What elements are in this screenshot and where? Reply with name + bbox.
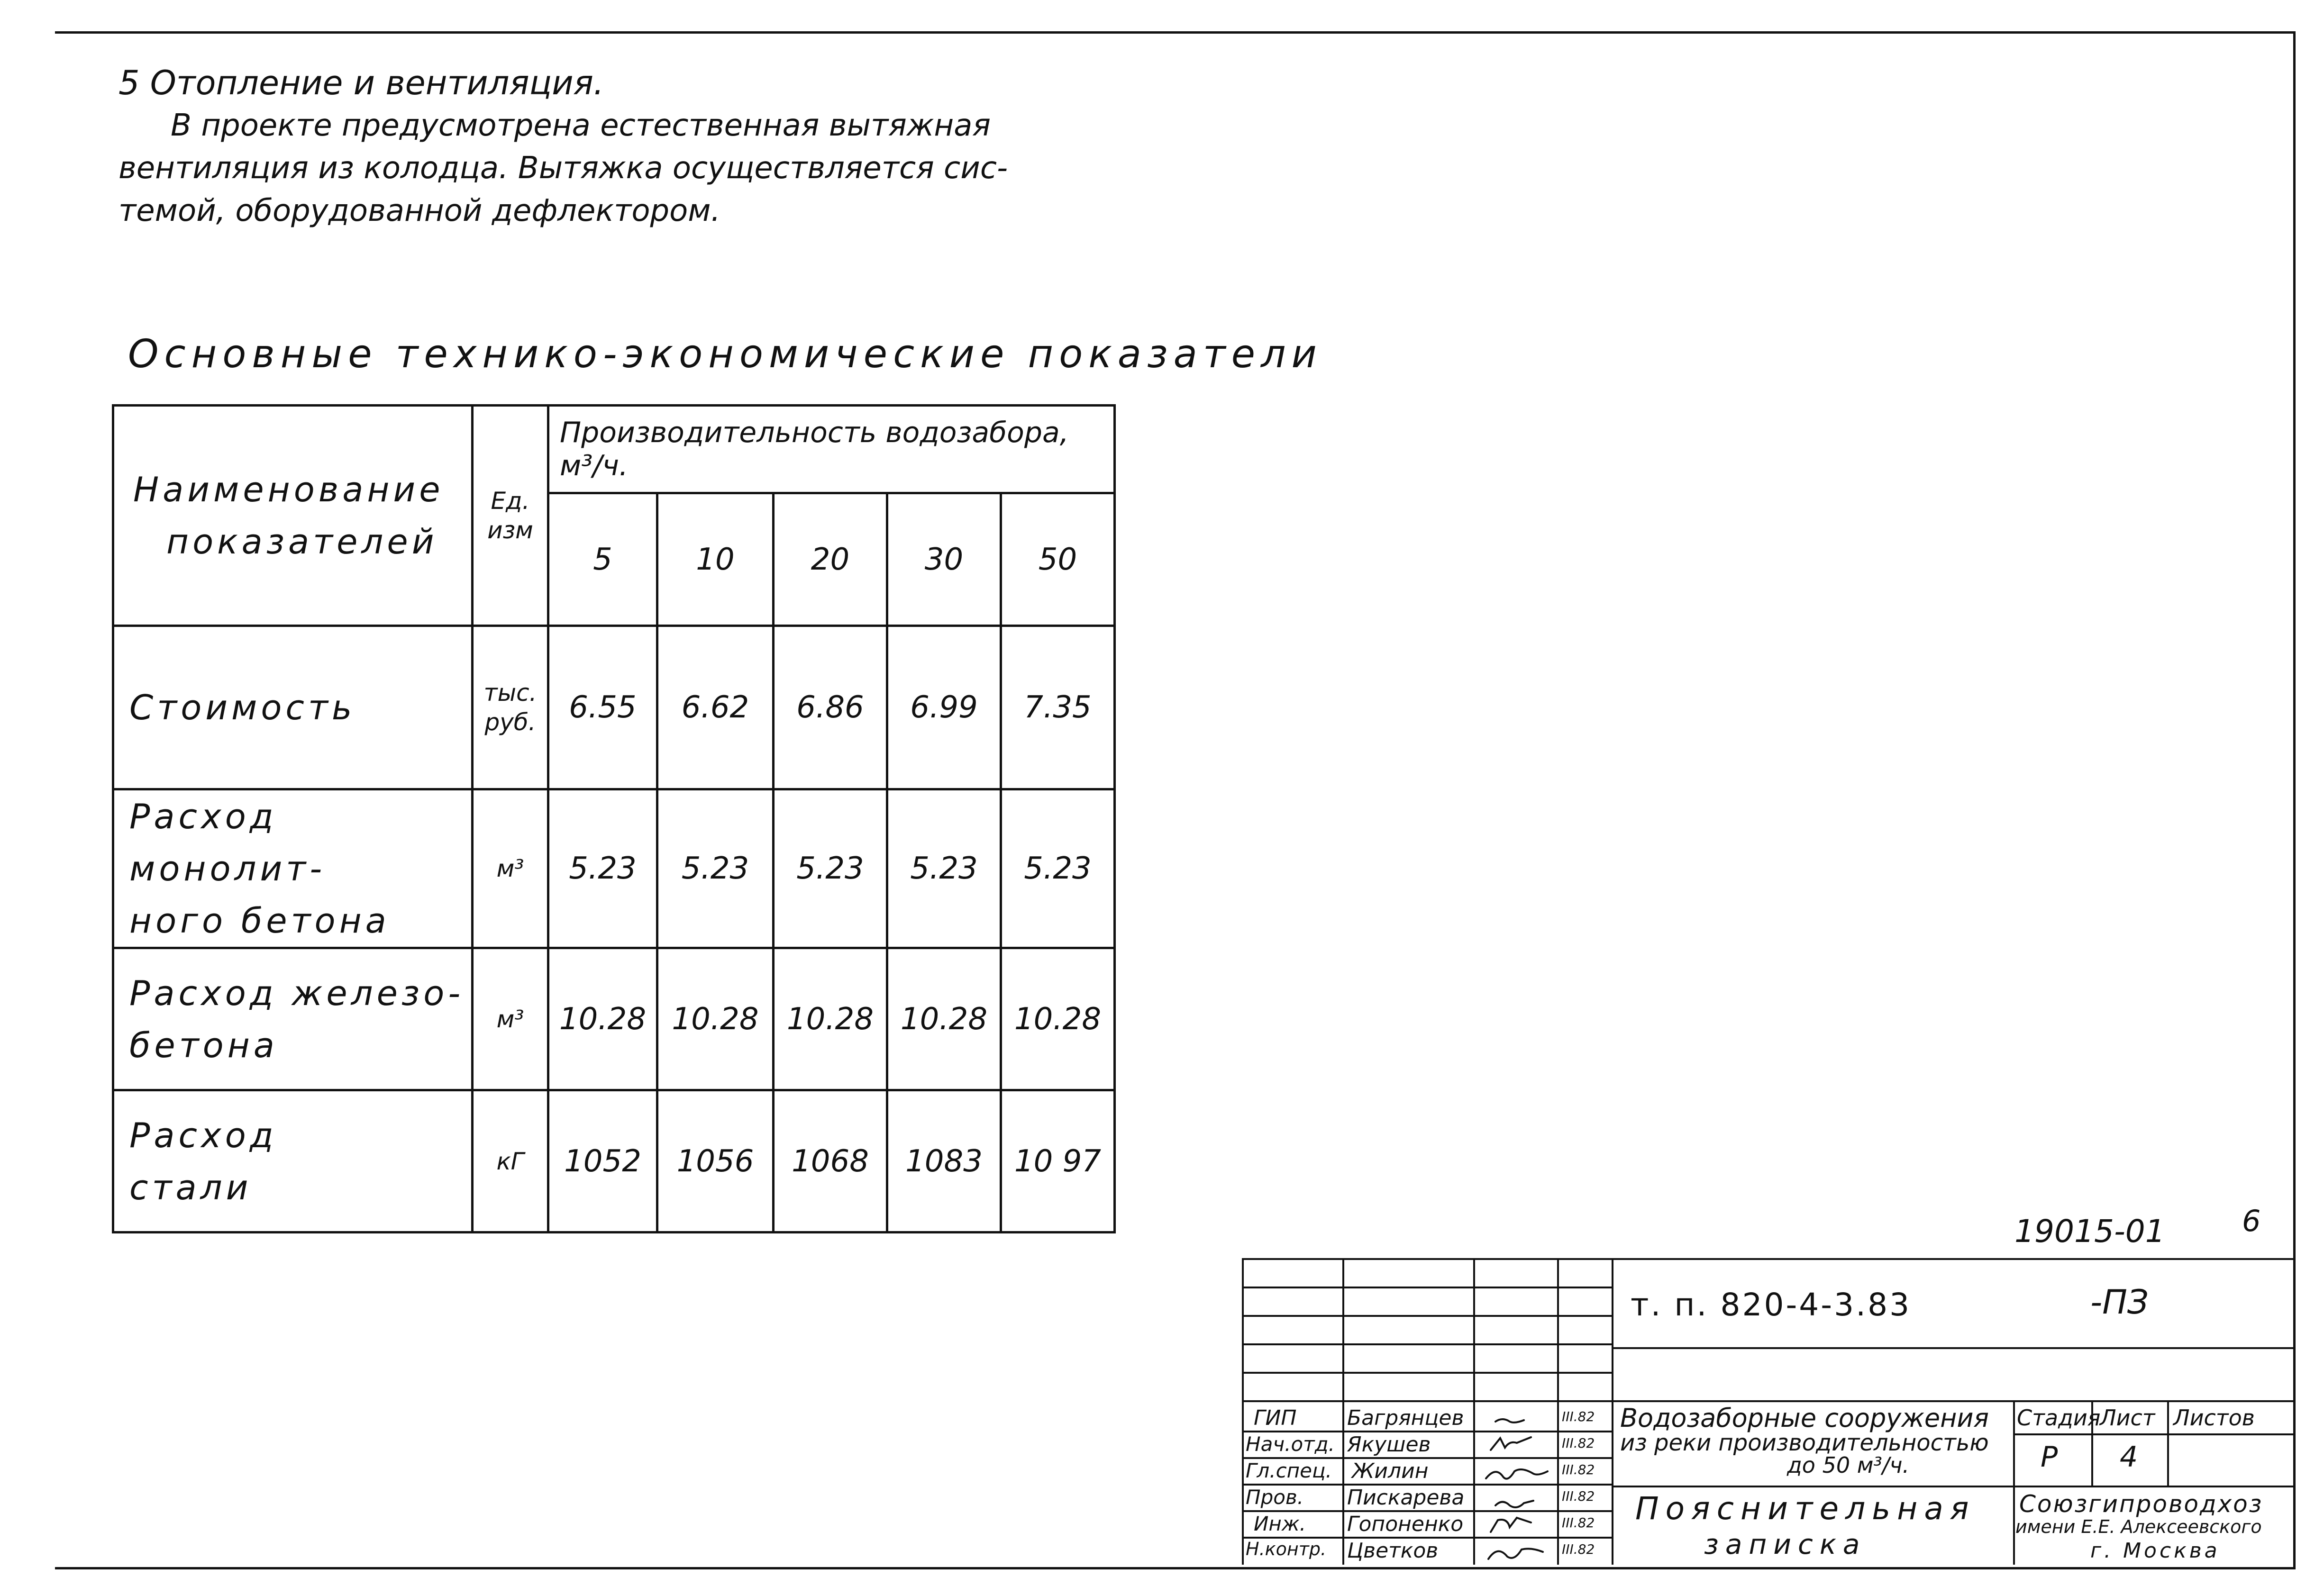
signatures — [1476, 1400, 1555, 1565]
row-name — [113, 948, 473, 1090]
section-line-1: В проекте предусмотрена естественная вытяжная — [171, 108, 991, 143]
header-name-line-1: Наименование — [133, 470, 444, 509]
person-date: III.82 — [1562, 1488, 1595, 1504]
person-name: Пискарева — [1347, 1486, 1465, 1510]
row-value: 5.23 — [887, 789, 1001, 948]
section-line-2: вентиляция из колодца. Вытяжка осуществляется сис- — [118, 151, 1008, 186]
row-value: 10.28 — [548, 948, 657, 1090]
sheet-label: Лист — [2100, 1405, 2155, 1431]
row-name-line: Расход железо- — [129, 973, 465, 1013]
row-unit-line: м³ — [496, 855, 524, 882]
capacity-5: 5 — [548, 493, 657, 626]
person-role: ГИП — [1254, 1406, 1297, 1430]
header-unit-line-2: изм — [487, 517, 533, 544]
header-name-cell — [113, 406, 473, 626]
object-title-line-1: Водозаборные сооружения — [1620, 1403, 1989, 1433]
person-role: Н.контр. — [1246, 1539, 1327, 1559]
row-unit — [473, 626, 548, 789]
table-row — [113, 789, 1115, 948]
row-name-line: стали — [129, 1167, 252, 1207]
row-value: 7.35 — [1001, 626, 1115, 789]
organization-line-1: Союзгипроводхоз — [2019, 1490, 2263, 1518]
row-value: 5.23 — [1001, 789, 1115, 948]
row-value: 6.55 — [548, 626, 657, 789]
person-name: Жилин — [1352, 1459, 1429, 1483]
sheet-number: 4 — [2120, 1441, 2138, 1474]
row-name-line: Расход монолит- — [129, 797, 326, 888]
stage-label: Стадия — [2017, 1405, 2101, 1431]
person-date: III.82 — [1562, 1462, 1595, 1477]
person-role: Инж. — [1254, 1512, 1306, 1535]
sheets-label: Листов — [2173, 1405, 2255, 1431]
archive-number: 19015-01 — [2014, 1213, 2165, 1250]
row-value: 5.23 — [774, 789, 887, 948]
object-title-line-2: из реки производительностью — [1620, 1430, 1989, 1456]
row-value: 6.62 — [657, 626, 774, 789]
doc-title-line-1: Пояснительная — [1635, 1490, 1976, 1527]
section-heading: 5 Отопление и вентиляция. — [118, 63, 604, 102]
row-value: 6.86 — [774, 626, 887, 789]
row-value: 10.28 — [774, 948, 887, 1090]
stage-value: Р — [2041, 1441, 2058, 1474]
doc-code: -ПЗ — [2090, 1283, 2149, 1322]
row-name — [113, 626, 473, 789]
person-date: III.82 — [1562, 1515, 1595, 1531]
row-unit-line: кГ — [496, 1147, 524, 1175]
row-value: 1052 — [548, 1090, 657, 1232]
table-row — [113, 948, 1115, 1090]
person-date: III.82 — [1562, 1541, 1595, 1557]
section-line-3: темой, оборудованной дефлектором. — [118, 193, 720, 228]
row-unit — [473, 948, 548, 1090]
person-role: Пров. — [1246, 1486, 1304, 1509]
person-name: Багрянцев — [1347, 1406, 1464, 1430]
capacity-10: 10 — [657, 493, 774, 626]
person-date: III.82 — [1562, 1409, 1595, 1424]
row-name-line: ного бетона — [129, 901, 390, 941]
row-value: 1083 — [887, 1090, 1001, 1232]
row-value: 10.28 — [657, 948, 774, 1090]
header-name-line-2: показателей — [166, 522, 438, 562]
row-name — [113, 1090, 473, 1232]
person-name: Якушев — [1347, 1432, 1431, 1457]
row-unit-line: руб. — [484, 708, 536, 736]
row-unit-line: м³ — [496, 1005, 524, 1033]
row-unit-line: тыс. — [483, 679, 537, 707]
person-role: Гл.спец. — [1246, 1459, 1332, 1482]
person-name: Цветков — [1347, 1539, 1439, 1563]
section-text — [118, 62, 1019, 232]
row-name — [113, 789, 473, 948]
row-value: 1056 — [657, 1090, 774, 1232]
capacity-30: 30 — [887, 493, 1001, 626]
row-value: 10 97 — [1001, 1090, 1115, 1232]
object-title-line-3: до 50 м³/ч. — [1787, 1452, 1910, 1478]
capacity-20: 20 — [774, 493, 887, 626]
person-name: Гопоненко — [1347, 1512, 1464, 1536]
person-role: Нач.отд. — [1246, 1432, 1335, 1456]
designation: т. п. 820-4-3.83 — [1631, 1287, 1912, 1323]
indicators-table — [112, 404, 1116, 1233]
row-name-line: Расход — [129, 1115, 277, 1155]
doc-title-line-2: записка — [1704, 1528, 1867, 1560]
row-unit — [473, 1090, 548, 1232]
table-row — [113, 626, 1115, 789]
organization-line-2: имени Е.Е. Алексеевского — [2015, 1516, 2262, 1537]
row-value: 5.23 — [548, 789, 657, 948]
row-unit — [473, 789, 548, 948]
row-value: 10.28 — [887, 948, 1001, 1090]
capacity-50: 50 — [1001, 493, 1115, 626]
page-number: 6 — [2242, 1204, 2261, 1238]
organization-line-3: г. Москва — [2090, 1539, 2220, 1563]
row-value: 6.99 — [887, 626, 1001, 789]
row-name-line: бетона — [129, 1025, 278, 1065]
row-value: 1068 — [774, 1090, 887, 1232]
row-name-line: Стоимость — [129, 688, 356, 727]
row-value: 10.28 — [1001, 948, 1115, 1090]
person-date: III.82 — [1562, 1435, 1595, 1451]
header-unit-cell — [473, 406, 548, 626]
table-row — [113, 1090, 1115, 1232]
header-productivity: Производительность водозабора, м³/ч. — [548, 406, 1115, 493]
row-value: 5.23 — [657, 789, 774, 948]
title-block — [1242, 1258, 2293, 1565]
header-unit-line-1: Ед. — [491, 487, 530, 515]
indicators-title: Основные технико-экономические показатели — [128, 332, 1322, 377]
